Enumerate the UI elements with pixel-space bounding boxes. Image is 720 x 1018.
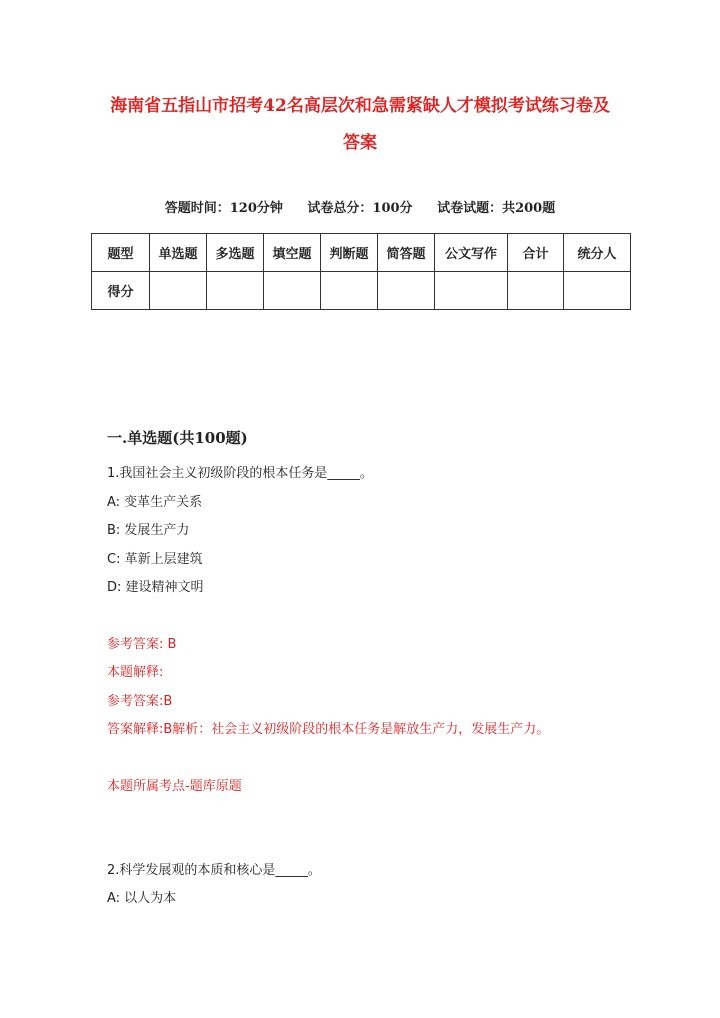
- score-cell: [321, 272, 378, 310]
- exam-meta: [90, 202, 630, 215]
- score-header-cell: 简答题: [378, 234, 435, 272]
- score-row-label: 得分: [92, 272, 150, 310]
- score-cell: [150, 272, 207, 310]
- question-stem: 2.科学发展观的本质和核心是_____。: [107, 863, 321, 878]
- question-option: B: 发展生产力: [107, 523, 190, 538]
- score-header-cell: 判断题: [321, 234, 378, 272]
- score-cell: [378, 272, 435, 310]
- score-table-header-row: [92, 234, 631, 272]
- score-header-cell: 填空题: [264, 234, 321, 272]
- score-header-cell: 合计: [508, 234, 564, 272]
- exam-question-count: 试卷试题：共200题: [437, 201, 556, 216]
- question-stem: 1.我国社会主义初级阶段的根本任务是_____。: [107, 466, 373, 481]
- score-table-score-row: [92, 272, 631, 310]
- question-option: D: 建设精神文明: [107, 580, 204, 595]
- score-header-cell: 题型: [92, 234, 150, 272]
- document-title-line1: 海南省五指山市招考42名高层次和急需紧缺人才模拟考试练习卷及: [110, 96, 610, 116]
- question-option: A: 变革生产关系: [107, 495, 203, 510]
- reference-answer-repeat: 参考答案:B: [107, 694, 173, 709]
- score-cell: [264, 272, 321, 310]
- score-table: [91, 233, 631, 310]
- question-source: 本题所属考点-题库原题: [107, 779, 242, 794]
- explanation-label: 本题解释:: [107, 665, 164, 680]
- question-option: A: 以人为本: [107, 891, 177, 906]
- question-option: C: 革新上层建筑: [107, 552, 203, 567]
- document-title-line2: 答案: [343, 133, 377, 153]
- score-header-cell: 公文写作: [435, 234, 508, 272]
- reference-answer: 参考答案: B: [107, 637, 177, 652]
- score-cell: [508, 272, 564, 310]
- score-header-cell: 单选题: [150, 234, 207, 272]
- score-header-cell: 多选题: [207, 234, 264, 272]
- score-cell: [207, 272, 264, 310]
- exam-time: 答题时间：120分钟: [164, 201, 283, 216]
- score-cell: [435, 272, 508, 310]
- score-header-cell: 统分人: [564, 234, 631, 272]
- section-title: 一.单选题(共100题): [107, 429, 248, 447]
- score-cell: [564, 272, 631, 310]
- exam-total-score: 试卷总分：100分: [307, 201, 413, 216]
- answer-explanation: 答案解释:B解析：社会主义初级阶段的根本任务是解放生产力，发展生产力。: [107, 722, 550, 737]
